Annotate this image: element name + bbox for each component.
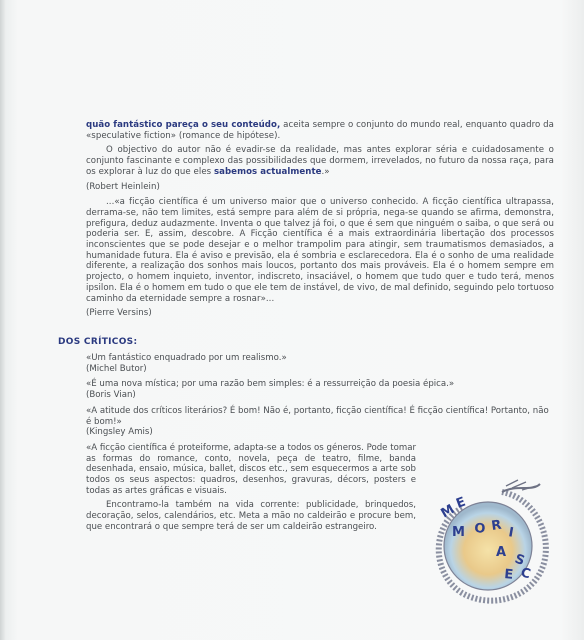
stamp-letter: I: [507, 525, 515, 541]
closing-paragraph-1: «A ficção científica é proteiforme, adapta-se a todos os géneros. Pode tomar as formas do romance, conto, novela, peça de teatro, filme, banda desenhada, ensaio, música, ballet, discos etc., sem esquecermos a arte sob todos os seus aspectos: quadros, desenhos, gravuras, décors, posters e todas as artes gráficas e visuais.: [86, 442, 416, 496]
critic-author-vian: (Boris Vian): [86, 390, 136, 401]
critic-quote-vian: «É uma nova mística; por uma razão bem simples: é a ressurreição da poesia épica.»: [86, 379, 455, 390]
stamp-letter: M: [438, 502, 458, 522]
stamp-icon: [422, 478, 554, 610]
versins-source: (Pierre Versins): [86, 308, 152, 319]
stamp-letter: S: [512, 551, 527, 569]
critic-author-amis: (Kingsley Amis): [86, 427, 153, 438]
closing-paragraph-2: Encontramo-la também na vida corrente: publicidade, brinquedos, decoração, selos, calendários, etc. Meta a mão no caldeirão e procure bem, que encontrará o que sempre terá de ser um caldeirão estrangeiro.: [86, 500, 416, 532]
stamp-letter: A: [496, 545, 507, 560]
intro-text: [86, 120, 554, 324]
intro-bold-phrase: quão fantástico pareça o seu conteúdo,: [86, 120, 281, 130]
stamp-letter: R: [490, 517, 503, 534]
page-spine-shadow: [0, 0, 6, 640]
critics-heading: DOS CRÍTICOS:: [58, 337, 138, 347]
intro-bold-sabemos: sabemos actualmente: [213, 166, 322, 177]
heinlein-source: (Robert Heinlein): [86, 181, 160, 192]
critic-quote-amis: «A atitude dos críticos literários? É bom! Não é, portanto, ficção científica! É ficção científica! Portanto, não é bom!»: [86, 405, 549, 427]
stamp-letter: M: [452, 525, 465, 540]
intro-paragraph-2: O objectivo do autor não é evadir-se da realidade, mas antes explorar séria e cuidadosamente o conjunto fascinante e complexo das possibilidades que dormem, irrevelados, no futuro da nossa raça, para os explorar à luz do que eles sabemos actualmente.»: [86, 145, 554, 177]
critic-quote-butor: «Um fantástico enquadrado por um realismo.»: [86, 353, 287, 363]
stamp-letter: C: [518, 565, 533, 583]
stamp-letter: O: [473, 521, 486, 537]
stamp-letter: E: [503, 567, 514, 583]
memorias-stamp-logo: [422, 478, 554, 610]
versins-paragraph: ...«a ficção científica é um universo maior que o universo conhecido. A ficção científica ultrapassa, derrama-se, não tem limites, está sempre para além de si própria, nega-se quando se afirma, demonstra, prefigura, deduz audazmente. Inventa o que talvez já foi, o que é sem que ninguém o saiba, o que será ou poderia ser. E, assim, descobre. A Ficção científica é a mais extraordinária libertação dos processos inconscientes que se pode desejar e o melhor trampolim para atingir, sem traumatismos demasiados, a humanidade futura. Ela é aviso e previsão, ela é sombria e esclarecedora. Ela é o sonho de uma realidade diferente, a realização dos sonhos mais loucos, portanto dos mais prováveis. Ela é o homem sempre em projecto, o homem inquieto, inventor, indiscreto, insaciável, o homem que tudo quer e tudo terá, menos ipsilon. Ela é o homem em tudo o que ele tem de instável, de vivo, de mal definido, seguindo pelo tortuoso caminho da eternidade sempre a rosnar»...: [86, 197, 554, 304]
critic-author-butor: (Michel Butor): [86, 363, 147, 374]
intro-paragraph-1: quão fantástico pareça o seu conteúdo, aceita sempre o conjunto do mundo real, enquanto quadro da «speculative fiction» (romance de hipótese).: [86, 120, 554, 141]
stamp-letter: E: [454, 494, 468, 512]
